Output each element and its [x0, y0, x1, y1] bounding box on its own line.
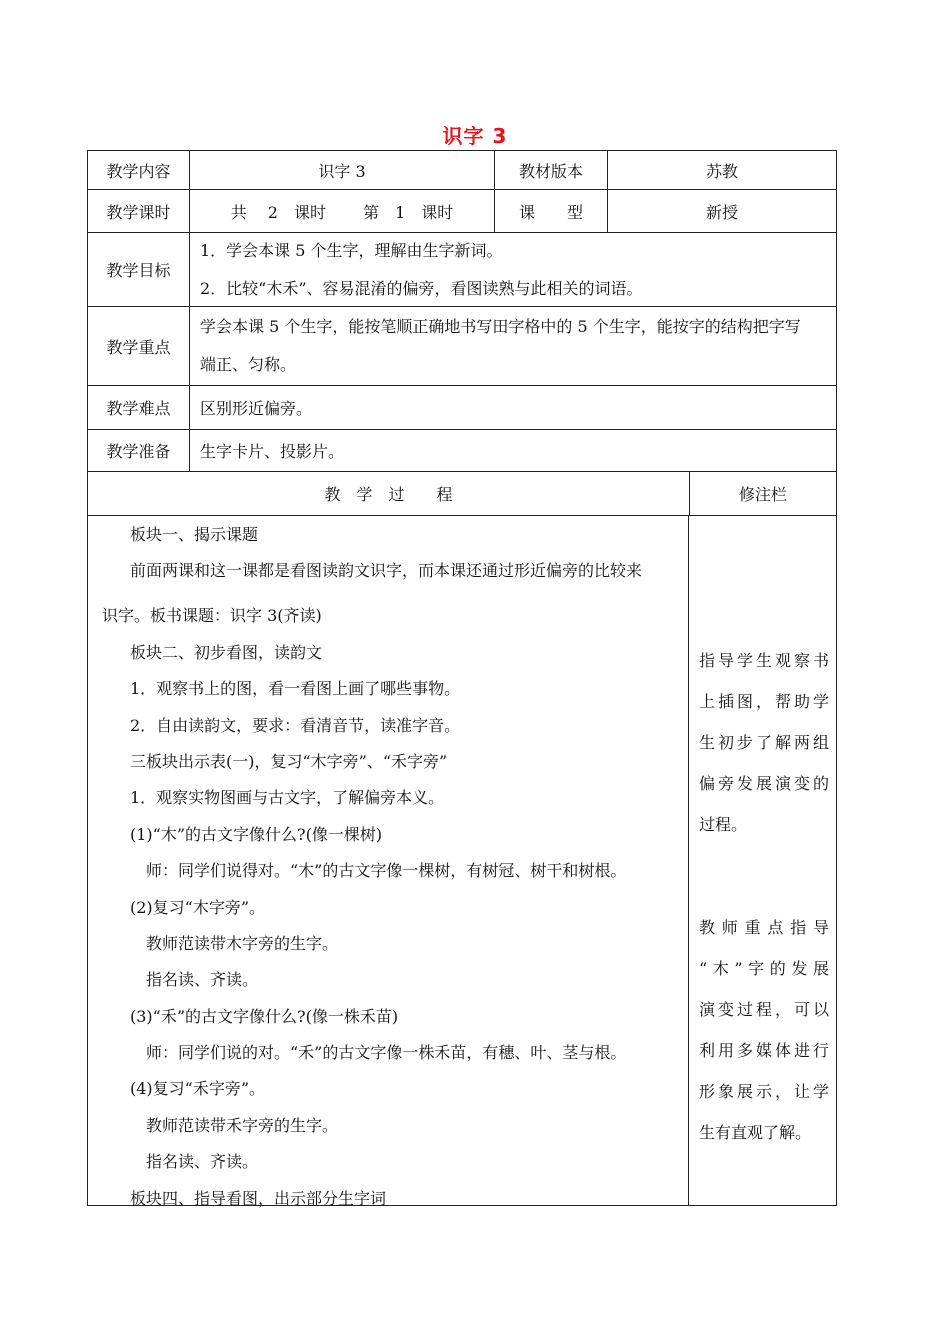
content-label: 教学内容: [88, 151, 190, 189]
note-line: 生初步了解两组: [699, 733, 829, 752]
key-text: [190, 307, 836, 385]
key-line: 端正、匀称。: [200, 355, 297, 374]
note-line: 生有直观了解。: [699, 1123, 812, 1142]
process-line: 教师范读带禾字旁的生字。: [146, 1115, 339, 1135]
process-line: 识字。板书课题：识字 3(齐读): [102, 606, 322, 626]
goals-text: [190, 233, 836, 306]
row-period: [87, 190, 837, 233]
note-line: 演变过程，可以: [699, 1000, 829, 1019]
row-difficulty: [87, 386, 837, 430]
process-header: 教 学 过 程: [88, 472, 690, 515]
process-line: 1．观察实物图画与古文字，了解偏旁本义。: [130, 788, 445, 808]
note-line: 形象展示，让学: [699, 1082, 829, 1101]
note-line: “木”字的发展: [699, 959, 829, 978]
note-line: 利用多媒体进行: [699, 1041, 829, 1060]
difficulty-label: 教学难点: [88, 386, 190, 429]
row-process-header: [87, 472, 837, 516]
process-line: (4)复习“禾字旁”。: [130, 1079, 266, 1099]
period-value: 共 2 课时 第 1 课时: [190, 190, 495, 232]
notes-column: [689, 516, 836, 1205]
note-observe: [699, 640, 829, 845]
process-line: 板块四、指导看图，出示部分生字词: [130, 1188, 387, 1208]
process-line: (2)复习“木字旁”。: [130, 897, 266, 917]
prep-label: 教学准备: [88, 430, 190, 471]
process-line: (3)“禾”的古文字像什么?(像一株禾苗): [130, 1006, 399, 1026]
process-line: 指名读、齐读。: [146, 970, 259, 990]
note-line: 上插图，帮助学: [699, 692, 829, 711]
edition-label: 教材版本: [495, 151, 608, 189]
process-line: 教师范读带木字旁的生字。: [146, 933, 339, 953]
process-text: [88, 516, 689, 1208]
prep-value: 生字卡片、投影片。: [200, 442, 345, 461]
key-label: 教学重点: [88, 307, 190, 385]
process-line: 1．观察书上的图，看一看图上画了哪些事物。: [130, 679, 461, 699]
type-label: 课 型: [495, 190, 608, 232]
key-line: 学会本课 5 个生字，能按笔顺正确地书写田字格中的 5 个生字，能按字的结构把字写: [200, 317, 801, 336]
process-line: 师：同学们说的对。“禾”的古文字像一株禾苗，有穗、叶、茎与根。: [146, 1043, 627, 1063]
process-section: [87, 516, 837, 1206]
notes-header: 修注栏: [738, 485, 787, 504]
edition-value: 苏教: [705, 161, 738, 181]
lesson-plan-table: [87, 150, 837, 1206]
note-line: 过程。: [699, 815, 748, 834]
difficulty-value: 区别形近偏旁。: [200, 399, 313, 418]
process-line: (1)“木”的古文字像什么?(像一棵树): [130, 824, 383, 844]
goals-label: 教学目标: [88, 233, 190, 306]
process-line: 师：同学们说得对。“木”的古文字像一棵树，有树冠、树干和树根。: [146, 861, 627, 881]
process-line: 2．自由读韵文，要求：看清音节，读准字音。: [130, 715, 461, 735]
period-label: 教学课时: [88, 190, 190, 232]
process-line: 指名读、齐读。: [146, 1152, 259, 1172]
goal-line: 1．学会本课 5 个生字，理解由生字新词。: [200, 240, 503, 260]
note-line: 指导学生观察书: [699, 651, 829, 670]
row-goals: [87, 233, 837, 307]
row-content: [87, 150, 837, 190]
process-line: 板块一、揭示课题: [130, 525, 259, 544]
type-value: 新授: [705, 202, 738, 222]
process-line: 三板块出示表(一)，复习“木字旁”、“禾字旁”: [130, 751, 448, 771]
process-line: 板块二、初步看图，读韵文: [130, 642, 323, 662]
process-line: 前面两课和这一课都是看图读韵文识字，而本课还通过形近偏旁的比较来: [130, 561, 643, 581]
note-line: 教师重点指导: [699, 918, 829, 937]
page-title: 识字 3: [442, 124, 508, 148]
note-line: 偏旁发展演变的: [699, 774, 829, 793]
note-multimedia: [699, 907, 829, 1153]
goal-line: 2．比较“木禾”、容易混淆的偏旁，看图读熟与此相关的词语。: [200, 278, 643, 298]
content-value: 识字 3: [190, 151, 495, 189]
row-preparation: [87, 430, 837, 472]
row-key-points: [87, 307, 837, 386]
